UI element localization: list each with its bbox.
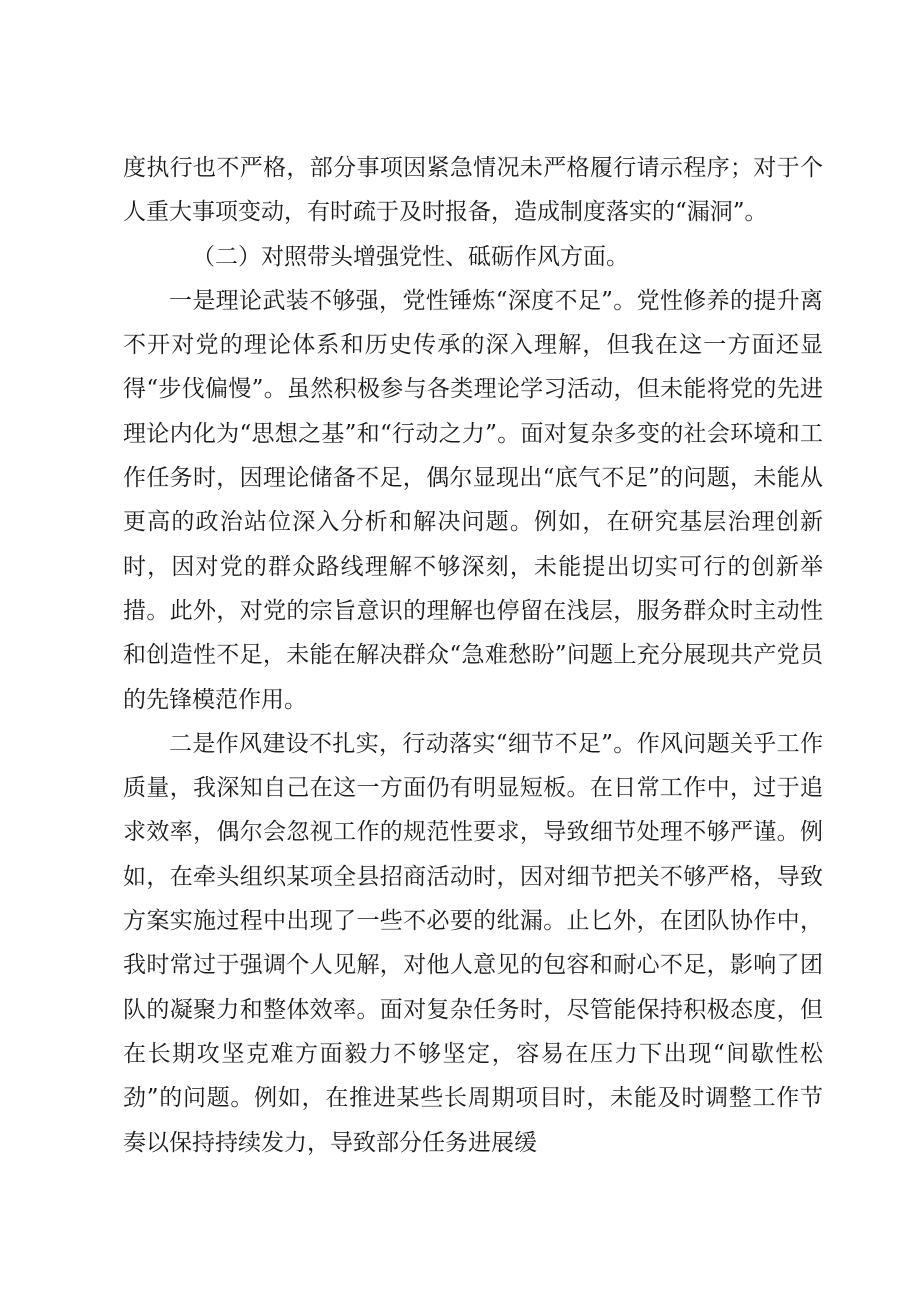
section-heading: （二）对照带头增强党性、砥砺作风方面。	[192, 243, 629, 270]
document-body	[123, 146, 823, 1165]
paragraph-work-style: 二是作风建设不扎实，行动落实“细节不足”。作风问题关乎工作质量，我深知自己在这一方面仍有明显短板。在日常工作中，过于追求效率，偶尔会忽视工作的规范性要求，导致细节处理不够严谨。例如，在牵头组织某项全县招商活动时，因对细节把关不够严格，导致方案实施过程中出现了一些不必要的纰漏。止匕外，在团队协作中，我时常过于强调个人见解，对他人意见的包容和耐心不足，影响了团队的凝聚力和整体效率。面对复杂任务时，尽管能保持积极态度，但在长期攻坚克难方面毅力不够坚定，容易在压力下出现“间歇性松劲”的问题。例如，在推进某些长周期项目时，未能及时调整工作节奏以保持持续发力，导致部分任务进展缓	[123, 730, 823, 1156]
paragraph-continuation: 度执行也不严格，部分事项因紧急情况未严格履行请示程序；对于个人重大事项变动，有时疏于及时报备，造成制度落实的“漏洞”。	[123, 155, 823, 226]
paragraph-theory: 一是理论武装不够强，党性锤炼“深度不足”。党性修养的提升离不开对党的理论体系和历史传承的深入理解，但我在这一方面还显得“步伐偏慢”。虽然积极参与各类理论学习活动，但未能将党的先进理论内化为“思想之基”和“行动之力”。面对复杂多变的社会环境和工作任务时，因理论储备不足，偶尔显现出“底气不足”的问题，未能从更高的政治站位深入分析和解决问题。例如，在研究基层治理创新时，因对党的群众路线理解不够深刻，未能提出切实可行的创新举措。此外，对党的宗旨意识的理解也停留在浅层，服务群众时主动性和创造性不足，未能在解决群众“急难愁盼”问题上充分展现共产党员的先锋模范作用。	[123, 287, 823, 713]
